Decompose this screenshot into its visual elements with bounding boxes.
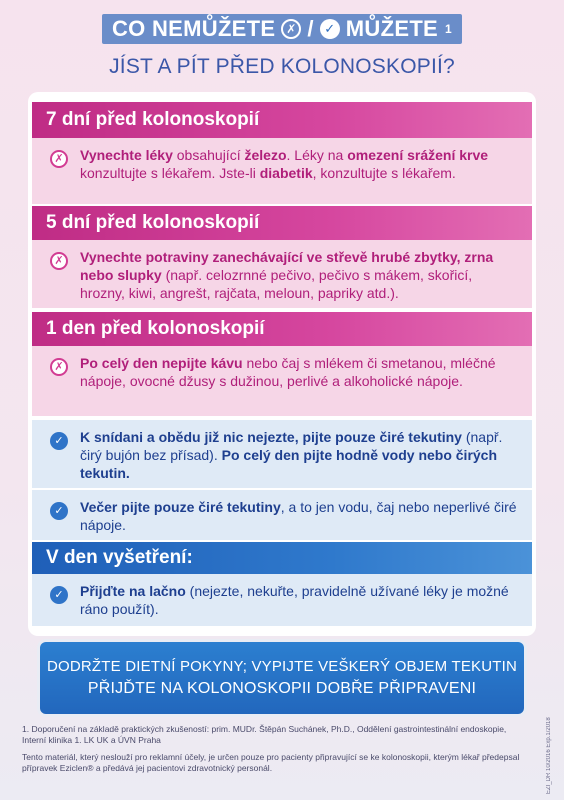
header-cannot-text: CO NEMŮŽETE: [111, 16, 276, 41]
list-item-1-day-meals: [32, 420, 532, 488]
section-header-7-days: 7 dní před kolonoskopií: [32, 102, 532, 138]
item-text: Večer pijte pouze čiré tekutiny, a to jen vodu, čaj nebo neperlivé čiré nápoje.: [80, 499, 517, 533]
section-header-exam-day: V den vyšetření:: [32, 542, 532, 574]
summary-banner: [40, 642, 524, 714]
item-text: Přijďte na lačno (nejezte, nekuřte, pravidelně užívané léky je možné ráno použít).: [80, 583, 509, 617]
check-icon: ✓: [50, 586, 68, 604]
check-icon: ✓: [50, 502, 68, 520]
header-separator: /: [307, 16, 314, 41]
check-circle-icon: ✓: [320, 19, 340, 39]
list-item-exam-day: [32, 574, 532, 626]
footnote-disclaimer: Tento materiál, který neslouží pro reklamní účely, je určen pouze pro pacienty připravující se ke kolonoskopii, kterým lékař předepsal přípravek Eziclen® a předává jej pacientovi zdravotnický personál.: [22, 752, 520, 773]
section-header-1-day: 1 den před kolonoskopií: [32, 312, 532, 346]
list-item-1-day-coffee: [32, 346, 532, 416]
list-item-5-days: [32, 240, 532, 308]
instructions-card: [32, 96, 532, 632]
cross-icon: ✗: [50, 252, 68, 270]
item-text: Vynechte léky obsahující železo. Léky na omezení srážení krve konzultujte s lékařem. Jste-li diabetik, konzultujte s lékařem.: [80, 147, 489, 181]
banner-line-2: PŘIJĎTE NA KOLONOSKOPII DOBŘE PŘIPRAVENI: [87, 680, 477, 697]
list-item-7-days: [32, 138, 532, 204]
check-icon: ✓: [50, 432, 68, 450]
header-title: [0, 14, 564, 44]
banner-line-1: DODRŽTE DIETNÍ POKYNY; VYPIJTE VEŠKERÝ OBJEM TEKUTIN: [46, 658, 518, 675]
section-header-5-days: 5 dní před kolonoskopií: [32, 206, 532, 240]
header-footnote-mark: 1: [445, 22, 453, 36]
item-text: K snídani a obědu již nic nejezte, pijte pouze čiré tekutiny (např. čirý bujón bez přísad). Po celý den pijte hodně vody nebo čirých tekutin.: [80, 429, 503, 481]
header-title-box: [102, 14, 462, 44]
cross-icon: ✗: [50, 150, 68, 168]
document-code: EZI_DR 10/2016 Exp.1/2018: [546, 717, 552, 794]
cross-circle-icon: ✗: [281, 19, 301, 39]
header-can-text: MŮŽETE: [345, 16, 439, 41]
cross-icon: ✗: [50, 358, 68, 376]
footnote-reference: 1. Doporučení na základě praktických zkušeností: prim. MUDr. Štěpán Suchánek, Ph.D., Oddělení gastrointestinální endoskopie, Interní klinika 1. LK UK a ÚVN Praha: [22, 724, 507, 745]
header-subtitle: JÍST A PÍT PŘED KOLONOSKOPIÍ?: [109, 55, 455, 78]
item-text: Vynechte potraviny zanechávající ve střevě hrubé zbytky, zrna nebo slupky (např. celozrnné pečivo, pečivo s mákem, skořicí, hrozny, kiwi, angrešt, rajčata, meloun, papriky atd.).: [80, 249, 494, 301]
list-item-1-day-evening: [32, 490, 532, 540]
item-text: Po celý den nepijte kávu nebo čaj s mlékem či smetanou, mléčné nápoje, ovocné džusy s dužinou, perlivé a alkoholické nápoje.: [80, 355, 496, 389]
